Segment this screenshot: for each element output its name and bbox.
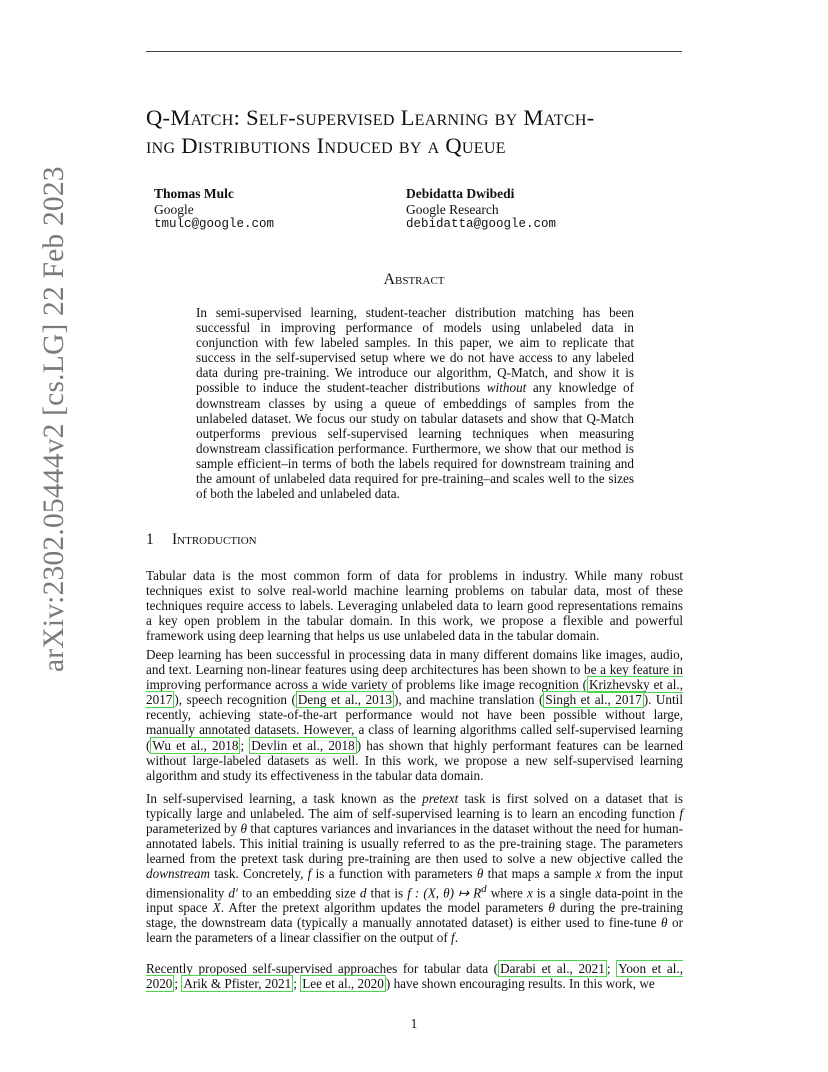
title-line-2: ing Distributions Induced by a Queue bbox=[146, 133, 506, 158]
citation-link[interactable]: Wu et al., 2018 bbox=[152, 737, 239, 753]
author-name: Debidatta Dwibedi bbox=[406, 186, 515, 201]
abstract-text bbox=[196, 305, 634, 501]
top-rule bbox=[146, 51, 682, 52]
citation-link[interactable]: Deng et al., 2013 bbox=[297, 692, 392, 708]
page-number: 1 bbox=[410, 1016, 418, 1031]
author-name: Thomas Mulc bbox=[154, 186, 234, 201]
citation-link[interactable]: Krizhevsky et al., 2017 bbox=[146, 677, 683, 708]
author-affiliation: Google bbox=[154, 201, 194, 217]
abstract-part: any knowledge of downstream classes by using a queue of embeddings of samples from the unlabeled dataset. We focus our study on tabular datasets and show that Q-Match outperforms previous self-supervised learning techniques when measuring downstream classification performance. Furthermore, we show that our method is sample efficient–in terms of both the labels required for downstream training and the amount of unlabeled data required for pre-training–and scales well to the sizes of both the labeled and unlabeled data. bbox=[196, 380, 634, 502]
section-number: 1 bbox=[146, 531, 154, 548]
paragraph-3: In self-supervised learning, a task known as the pretext task is first solved on a dataset that is typically large and unlabeled. The aim of self-supervised learning is to learn an encoding function f parameterized by θ that captures variances and invariances in the dataset without the need for human-annotated labels. This initial training is usually referred to as the pre-training stage. The parameters learned from the pretext task during pre-training are then used to solve a new objective called the downstream task. Concretely, f is a function with parameters θ that maps a sample x from the input dimensionality d′ to an embedding size d that is f : (X, θ) ↦ $R^d$ where x is a single data-point in the input space X. After the pretext algorithm updates the model parameters θ during the pre-training stage, the downstream data (typically a manually annotated dataset) is either used to fine-tune θ or learn the parameters of a linear classifier on the output of f. bbox=[146, 791, 684, 946]
author-affiliation: Google Research bbox=[406, 201, 499, 217]
author-1 bbox=[154, 186, 274, 233]
paper-title bbox=[146, 104, 706, 160]
abstract-part: In semi-supervised learning, student-teacher distribution matching has been successful in improving performance of models using unlabeled data in conjunction with few labeled samples. In this paper, we aim to replicate that success in the self-supervised setup where we do not have access to any labeled data during pre-training. We introduce our algorithm, Q-Match, and show it is possible to induce the student-teacher distributions bbox=[196, 305, 634, 396]
abstract-emphasis: without bbox=[486, 380, 527, 396]
arxiv-identifier: arXiv:2302.05444v2 [cs.LG] 22 Feb 2023 bbox=[38, 166, 70, 672]
paragraph-1: Tabular data is the most common form of data for problems in industry. While many robust techniques exist to solve real-world machine learning problems on tabular data, most of these techniques require access to labels. Leveraging unlabeled data to learn good representations remains a key open problem in the tabular domain. In this work, we propose a flexible and powerful framework using deep learning that helps us use unlabeled data in the tabular domain. bbox=[146, 568, 683, 644]
citation-link[interactable]: Arik & Pfister, 2021 bbox=[183, 976, 292, 992]
author-email[interactable]: debidatta@google.com bbox=[406, 217, 557, 231]
paragraph-4: Recently proposed self-supervised approaches for tabular data ( Darabi et al., 2021 ; Yoon et al., 2020 ; Arik & Pfister, 2021 ; Lee et al., 2020 ) have shown encouraging results. In this work, we bbox=[146, 961, 683, 992]
title-line-1: Q-Match: Self-supervised Learning by Match- bbox=[146, 105, 595, 130]
author-email[interactable]: tmulc@google.com bbox=[154, 217, 275, 231]
citation-link[interactable]: Darabi et al., 2021 bbox=[500, 961, 605, 976]
citation-link[interactable]: Lee et al., 2020 bbox=[302, 976, 384, 992]
author-2 bbox=[406, 186, 556, 233]
section-title: Introduction bbox=[172, 531, 257, 548]
citation-link[interactable]: Singh et al., 2017 bbox=[545, 692, 642, 708]
abstract-heading: Abstract bbox=[383, 271, 445, 288]
section-heading bbox=[146, 531, 257, 549]
citation-link[interactable]: Devlin et al., 2018 bbox=[251, 737, 355, 753]
paragraph-2: Deep learning has been successful in processing data in many different domains like images, audio, and text. Learning non-linear features using deep architectures has been shown to be a key feature in improving performance across a wide variety of problems like image recognition ( Krizhevsky et al., 2017 ), speech recognition ( Deng et al., 2013 ), and machine translation ( Singh et al., 2017 ). Until recently, achieving state-of-the-art performance would not have been possible without large, manually annotated datasets. However, a class of learning algorithms called self-supervised learning ( Wu et al., 2018 ; Devlin et al., 2018 ) has shown that highly performant features can be learned without large-labeled datasets as well. In this work, we propose a new self-supervised learning algorithm and study its effectiveness in the tabular data domain. bbox=[146, 647, 683, 783]
citation-link[interactable]: Yoon et al., 2020 bbox=[146, 961, 683, 992]
